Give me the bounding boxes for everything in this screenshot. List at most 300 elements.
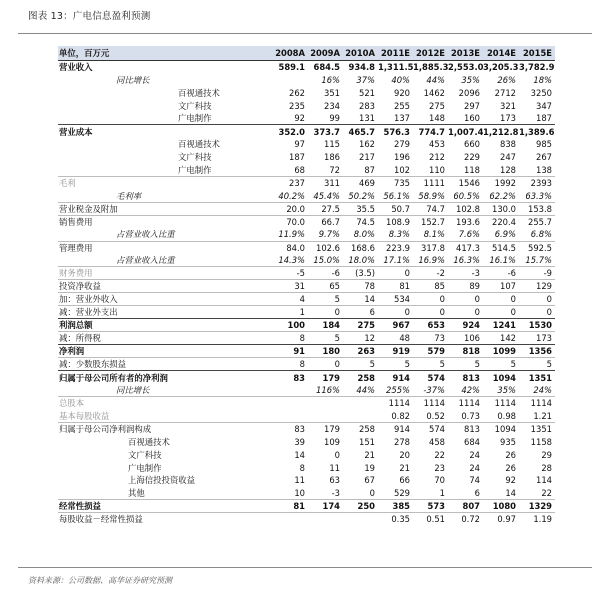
table-row [58,474,555,487]
value-cell [343,513,378,526]
value-cell: 1,389.6 [519,126,555,137]
row-label: 百视通技术 [178,87,220,98]
value-cell: 22 [541,488,552,499]
table-row [58,61,555,74]
value-cell: 5 [448,358,483,371]
table-row [58,151,555,164]
value-cell: 258 [343,371,378,384]
value-cell: 99 [329,113,340,124]
value-cell: 0.51 [413,513,448,526]
value-cell: 529 [394,488,410,499]
value-cell: 469 [343,177,378,190]
source-note: 资料来源：公司数据、高华证券研究预测 [28,576,172,585]
value-cell: 92 [505,475,516,486]
row-label: 减：所得税 [58,332,274,345]
value-cell: 74.5 [343,215,378,228]
value-cell: 0.97 [483,513,519,526]
table-row [58,177,555,190]
value-cell: 684 [464,436,480,447]
value-cell: 35.5 [343,202,378,215]
header-unit: 单位，百万元 [58,46,274,61]
value-cell: 116% [316,384,340,395]
value-cell: 58.9% [418,190,445,201]
value-cell: 267 [536,152,552,163]
value-cell: 56.1% [383,190,410,201]
row-label: 其他 [128,488,145,499]
value-cell: 14 [343,293,378,306]
value-cell: 102.6 [308,241,343,254]
value-cell: 8 [274,358,308,371]
value-cell: 813 [448,371,483,384]
row-label: 占营业收入比重 [116,229,175,240]
header-row [58,46,555,61]
value-cell: 1114 [378,397,413,410]
value-cell: 1356 [519,345,555,358]
table-row [58,358,555,371]
value-cell: 115 [324,139,340,150]
value-cell: -3 [448,267,483,280]
row-label: 归属于母公司所有者的净利润 [58,371,274,384]
value-cell: 50.7 [378,202,413,215]
value-cell: 1099 [483,345,519,358]
value-cell: 187 [536,113,552,124]
value-cell: 110 [429,164,445,175]
value-cell: 5 [413,358,448,371]
value-cell: 8.3% [388,229,410,240]
row-label: 上海信投投资收益 [128,475,195,486]
table-row [58,254,555,267]
value-cell: 179 [308,422,343,435]
value-cell: 1158 [530,436,552,447]
value-cell: 5 [308,293,343,306]
value-cell: 385 [378,500,413,513]
value-cell: 8.1% [423,229,445,240]
value-cell: 1080 [483,500,519,513]
value-cell [274,384,308,397]
value-cell: 5 [519,358,555,371]
value-cell: 67 [364,475,375,486]
value-cell: 31 [274,280,308,293]
value-cell: 1530 [519,319,555,332]
value-cell: 534 [378,293,413,306]
value-cell: 262 [289,87,305,98]
value-cell: 153.8 [519,202,555,215]
header-year: 2008A [274,46,308,61]
value-cell: 142 [483,332,519,345]
value-cell: 12 [343,332,378,345]
value-cell: 0 [483,293,519,306]
value-cell: 16.3% [453,255,480,266]
value-cell: 23 [434,462,445,473]
value-cell: 28 [541,462,552,473]
value-cell: 0 [413,293,448,306]
value-cell: 81 [378,280,413,293]
value-cell: 7.6% [458,229,480,240]
value-cell: 0.72 [448,513,483,526]
value-cell: 0 [483,306,519,319]
value-cell: 193.6 [448,215,483,228]
value-cell: 0.82 [391,410,410,421]
value-cell: 83 [274,422,308,435]
value-cell [343,397,378,410]
value-cell: 130.0 [483,202,519,215]
table-row [58,112,555,125]
value-cell: 514.5 [483,241,519,254]
value-cell: 60.5% [453,190,480,201]
value-cell: 1.19 [519,513,555,526]
table-row [58,164,555,177]
row-label: 同比增长 [116,384,150,395]
row-label: 加：营业外收入 [58,293,274,306]
value-cell: 4 [274,293,308,306]
value-cell: 8 [274,332,308,345]
value-cell: 131 [359,113,375,124]
value-cell [274,513,308,526]
header-year: 2014E [483,46,519,61]
value-cell: 465.7 [343,125,378,138]
table-row [58,371,555,384]
row-label: 每股收益－经常性损益 [58,513,274,526]
row-label: 广电制作 [178,164,212,175]
value-cell: 44% [426,74,445,85]
value-cell: 838 [500,139,516,150]
value-cell: 2712 [494,87,516,98]
row-label: 毛利 [58,177,274,190]
table-row [58,435,555,448]
value-cell: 458 [429,436,445,447]
value-cell: -9 [519,267,555,280]
row-label: 文广科技 [178,100,212,111]
value-cell: 684.5 [308,61,343,74]
value-cell: 417.3 [448,241,483,254]
value-cell: 1241 [483,319,519,332]
value-cell: 173 [500,113,516,124]
value-cell: -2 [413,267,448,280]
row-label: 基本每股收益 [59,410,110,421]
table-row [58,422,555,435]
value-cell: 297 [464,100,480,111]
table-row [58,99,555,112]
value-cell: 774.7 [413,125,448,138]
value-cell: 84.0 [274,241,308,254]
value-cell: 18% [533,74,552,85]
value-cell: 100 [274,319,308,332]
value-cell: 15.7% [525,255,552,266]
value-cell: 2,553.0 [448,62,483,73]
value-cell: 24% [533,384,552,395]
header-year: 2010A [343,46,378,61]
value-cell: 74 [469,475,480,486]
value-cell: 1 [439,488,445,499]
table-row [58,345,555,358]
value-cell: 89 [448,280,483,293]
value-cell: 579 [413,345,448,358]
value-cell: 14 [294,449,305,460]
value-cell: 1,007.4 [448,126,483,137]
value-cell: 0 [413,306,448,319]
table-row [58,500,555,513]
value-cell: 1,311.5 [378,62,413,73]
header-year: 2009A [308,46,343,61]
value-cell: 592.5 [519,241,555,254]
value-cell: 0 [308,358,343,371]
value-cell: 50.2% [348,190,375,201]
value-cell: 1462 [423,87,445,98]
row-label: 财务费用 [58,267,274,280]
value-cell: 373.7 [308,125,343,138]
value-cell: 14.3% [278,255,305,266]
value-cell: 1351 [519,371,555,384]
value-cell: 129 [519,280,555,293]
value-cell: 352.0 [274,125,308,138]
value-cell: 40.2% [278,190,305,201]
value-cell: 118 [464,164,480,175]
value-cell: 11.9% [278,229,305,240]
value-cell: 68 [294,164,305,175]
value-cell: 74.7 [413,202,448,215]
table-row [58,280,555,293]
value-cell: 8.0% [353,229,375,240]
value-cell: 237 [274,177,308,190]
value-cell: -6 [308,267,343,280]
value-cell: 26 [505,449,516,460]
value-cell: 0 [369,488,375,499]
value-cell: 807 [448,500,483,513]
value-cell: 235 [289,100,305,111]
value-cell: 73 [413,332,448,345]
value-cell: 102.8 [448,202,483,215]
value-cell: -5 [274,267,308,280]
value-cell: 70.0 [274,215,308,228]
row-label: 销售费用 [58,215,274,228]
value-cell: 1,212.8 [483,126,519,137]
figure-title: 图表 13：广电信息盈利预测 [28,11,151,22]
value-cell: 1546 [448,177,483,190]
value-cell: 152.7 [413,215,448,228]
value-cell: 247 [500,152,516,163]
row-label: 毛利率 [116,190,142,201]
value-cell [274,73,308,86]
value-cell: 85 [413,280,448,293]
row-label: 归属于母公司净利润构成 [58,422,274,435]
value-cell: 574 [413,371,448,384]
value-cell: 81 [274,500,308,513]
table-row [58,513,555,526]
value-cell: 223.9 [378,241,413,254]
row-label: 总股本 [58,397,274,410]
value-cell: 1114 [519,397,555,410]
value-cell: 22 [434,449,445,460]
table-row [58,267,555,280]
value-cell: 24 [469,462,480,473]
row-label: 减：营业外支出 [58,306,274,319]
value-cell: 924 [448,319,483,332]
value-cell: 250 [343,500,378,513]
value-cell: 919 [378,345,413,358]
value-cell: 26 [505,462,516,473]
value-cell: 70 [434,475,445,486]
value-cell: -3 [331,488,340,499]
value-cell: 102 [394,164,410,175]
value-cell: 62.2% [489,190,516,201]
row-label: 营业税金及附加 [58,202,274,215]
value-cell: 21 [399,462,410,473]
row-label: 减：少数股东损益 [58,358,274,371]
value-cell: 128 [500,164,516,175]
value-cell: 16% [321,74,340,85]
value-cell: 19 [364,462,375,473]
value-cell: 220.4 [483,215,519,228]
value-cell: 573 [413,500,448,513]
row-label: 管理费用 [58,241,274,254]
value-cell: 1114 [483,397,519,410]
value-cell: 16.9% [418,255,445,266]
value-cell: 5 [378,358,413,371]
table-row [58,138,555,151]
row-label: 占营业收入比重 [116,255,175,266]
value-cell: 2096 [458,87,480,98]
value-cell: 5 [343,358,378,371]
value-cell: 1094 [483,422,519,435]
value-cell: 6 [343,306,378,319]
value-cell: 35% [461,74,480,85]
value-cell: 17.1% [383,255,410,266]
value-cell: 934.8 [343,61,378,74]
value-cell: 278 [394,436,410,447]
value-cell: 279 [394,139,410,150]
value-cell: 258 [343,422,378,435]
header-year: 2013E [448,46,483,61]
value-cell: 184 [308,319,343,332]
value-cell: 967 [378,319,413,332]
forecast-table [58,46,555,526]
value-cell: 0 [378,267,413,280]
value-cell: 97 [294,139,305,150]
table-row [58,86,555,99]
value-cell: 45.4% [313,190,340,201]
value-cell: 0 [378,306,413,319]
value-cell: 813 [448,422,483,435]
table-row [58,202,555,215]
value-cell: 91 [274,345,308,358]
value-cell: 1111 [413,177,448,190]
value-cell: 0 [334,449,340,460]
row-label: 广电制作 [128,462,162,473]
value-cell: 311 [308,177,343,190]
value-cell: 217 [359,152,375,163]
value-cell: 275 [343,319,378,332]
value-cell: 347 [536,100,552,111]
table-row [58,384,555,397]
table-row [58,189,555,202]
value-cell: 42% [461,384,480,395]
value-cell: 35% [497,384,516,395]
value-cell: 65 [308,280,343,293]
row-label: 百视通技术 [178,139,220,150]
value-cell: 44% [356,384,375,395]
value-cell: 0.52 [426,410,445,421]
value-cell: 317.8 [413,241,448,254]
value-cell [308,513,343,526]
value-cell: 3250 [530,87,552,98]
value-cell: 818 [448,345,483,358]
value-cell: 8 [299,462,305,473]
value-cell: 935 [500,436,516,447]
value-cell: 1992 [483,177,519,190]
table-row [58,397,555,410]
value-cell: 0 [448,306,483,319]
value-cell: 0 [448,293,483,306]
value-cell: 162 [359,139,375,150]
table-row [58,228,555,241]
value-cell: 48 [378,332,413,345]
value-cell: 40% [391,74,410,85]
value-cell: 168.6 [343,241,378,254]
table-row [58,461,555,474]
value-cell: 914 [378,371,413,384]
value-cell: 186 [324,152,340,163]
table-row [58,487,555,500]
value-cell: 229 [464,152,480,163]
value-cell: 5 [308,332,343,345]
value-cell: 1351 [519,422,555,435]
row-label: 广电制作 [178,113,212,124]
value-cell: 18.0% [348,255,375,266]
value-cell: 453 [429,139,445,150]
row-label: 同比增长 [116,74,150,85]
table-row [58,410,555,423]
row-label: 文广科技 [178,152,212,163]
value-cell: 5 [483,358,519,371]
value-cell: (3.5) [343,267,378,280]
value-cell: 920 [394,87,410,98]
value-cell: 321 [500,100,516,111]
value-cell [343,410,378,423]
table-row [58,215,555,228]
value-cell: 174 [308,500,343,513]
row-label: 净利润 [58,345,274,358]
value-cell: 27.5 [308,202,343,215]
header-year: 2011E [378,46,413,61]
value-cell: 66.7 [308,215,343,228]
value-cell: 2393 [519,177,555,190]
value-cell: 6.8% [530,229,552,240]
value-cell: 589.1 [274,61,308,74]
value-cell: 180 [308,345,343,358]
value-cell: 0.98 [497,410,516,421]
value-cell [274,397,308,410]
row-label: 利润总额 [58,319,274,332]
bottom-divider [18,567,592,568]
value-cell: 15.0% [313,255,340,266]
row-label: 营业收入 [58,61,274,74]
table-row [58,73,555,86]
value-cell: 576.3 [378,125,413,138]
value-cell: 1094 [483,371,519,384]
value-cell [308,397,343,410]
value-cell: 283 [359,100,375,111]
table-row [58,306,555,319]
value-cell: 1329 [519,500,555,513]
value-cell: 63 [329,475,340,486]
value-cell: 10 [294,488,305,499]
value-cell: 187 [289,152,305,163]
value-cell: 255% [386,384,410,395]
value-cell: 20.0 [274,202,308,215]
table-row [58,448,555,461]
value-cell: 11 [294,475,305,486]
value-cell: 234 [324,100,340,111]
